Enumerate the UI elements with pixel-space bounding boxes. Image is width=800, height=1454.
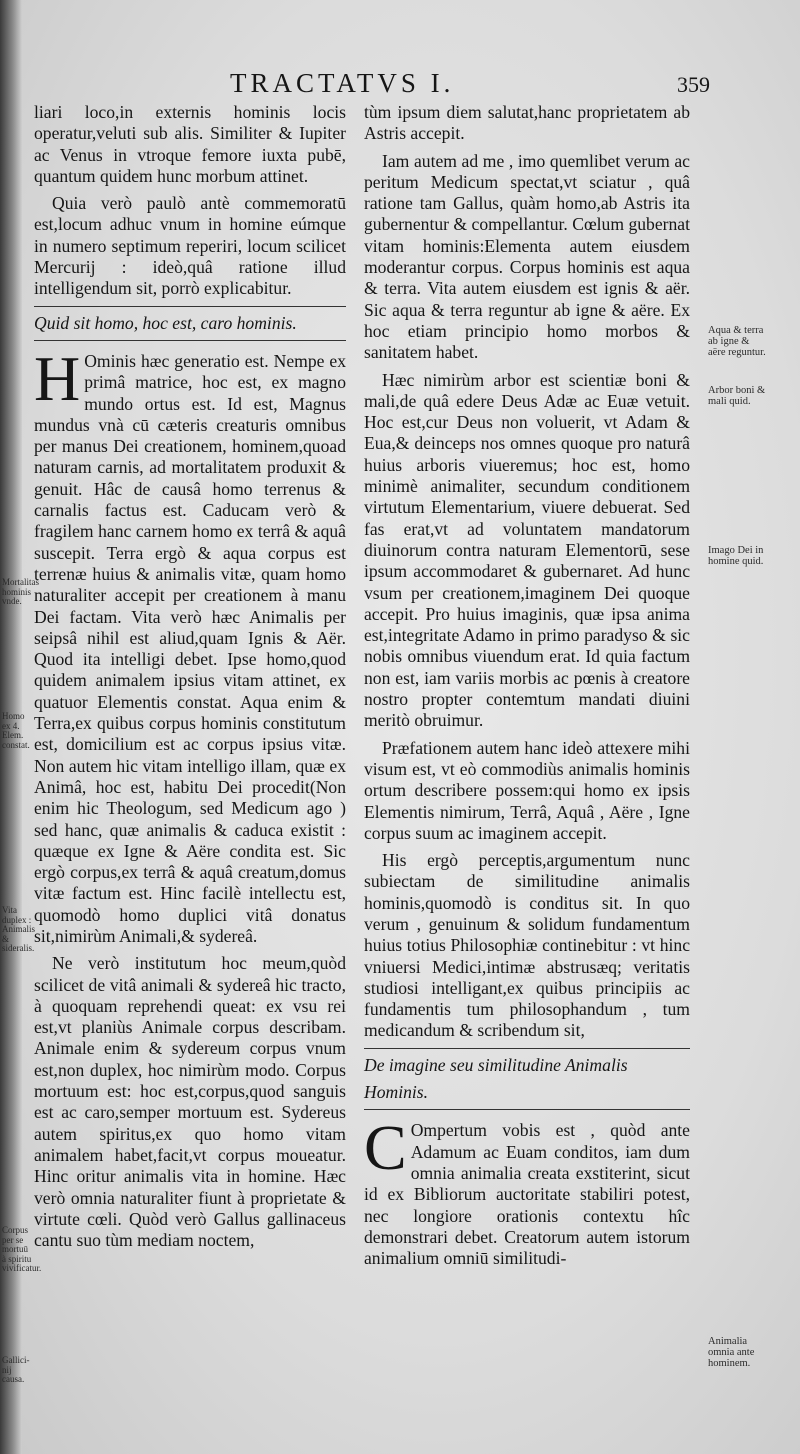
section-heading: De imagine seu similitudine Animalis bbox=[364, 1054, 628, 1075]
paragraph: Quia verò paulò antè commemoratū est,locum adhuc vnum in homine eúmque in numero septimum reperiri, locum scilicet Mercurij : ideò,quâ ratione illud intelligendum sit, porrò explicabitur. bbox=[34, 193, 346, 299]
margin-note: Animalia omnia ante hominem. bbox=[708, 1336, 755, 1369]
page-header bbox=[230, 64, 710, 104]
margin-note: Gallici- nij causa. bbox=[2, 1355, 30, 1384]
paragraph-text: Ompertum vobis est , quòd ante Adamum ac Euam conditos, iam dum omnia animalia creata exstiterint, sicut id ex Bibliorum auctoritate stabiliri potest, nec longiore orationis contextu hîc demonstrari debet. Creatorum autem istorum animalium omniū similitudi- bbox=[364, 1120, 690, 1269]
margin-note: Arbor boni & mali quid. bbox=[708, 385, 766, 407]
margin-note: Corpus per se mortuū à spiritu vivificatur. bbox=[2, 1225, 42, 1273]
margin-note: Imago Dei in homine quid. bbox=[708, 545, 764, 567]
margin-note: Mortalitas hominis vnde. bbox=[2, 577, 39, 606]
paragraph bbox=[34, 342, 346, 947]
margin-note: Aqua & terra ab igne & aëre reguntur. bbox=[708, 325, 766, 358]
paragraph: liari loco,in externis hominis locis operatur,veluti sub alis. Similiter & Iupiter ac Venus in vtroque femore iuxta pubē, quantum quidem hunc morbum attinet. bbox=[34, 102, 346, 186]
page-number: 359 bbox=[677, 72, 710, 97]
margin-note: Vita duplex : Animalis & sideralis. bbox=[2, 905, 35, 953]
drop-cap: H bbox=[34, 342, 81, 414]
drop-cap: C bbox=[364, 1112, 407, 1184]
paragraph: Iam autem ad me , imo quemlibet verum ac peritum Medicum spectat,vt sciatur , quâ ratione tam Gallus, quàm homo,ab Astris ita gubernentur & compellantur. Cœlum gubernat vitam hominis:Elementa autem eiusdem moderantur corpus. Corpus hominis est aqua & terra. Vita autem eiusdem est ignis & aër. Sic aqua & terra reguntur ab igne & aëre. Ex hoc etiam principio homo morbos & sanitatem habet. bbox=[364, 150, 690, 363]
running-title: TRACTATVS I. bbox=[230, 68, 455, 98]
section-heading: Quid sit homo, hoc est, caro hominis. bbox=[34, 312, 297, 333]
paragraph: Præfationem autem hanc ideò attexere mihi visum est, vt eò commodiùs animalis hominis ortum describere possem:qui homo ex ipsis Elementis nimirum, Terrâ, Aquâ , Aëre , Igne corpus suum ac imaginem accepit. bbox=[364, 737, 690, 843]
margin-note: Homo ex 4. Elem. constat. bbox=[2, 711, 30, 750]
right-column bbox=[364, 102, 690, 1275]
paragraph: tùm ipsum diem salutat,hanc proprietatem ab Astris accepit. bbox=[364, 102, 690, 144]
paragraph: His ergò perceptis,argumentum nunc subiectam de similitudine animalis hominis,quomodò is conditus sit. In quo verum , genuinum & solidum fundamentum huius totius Philosophiæ continebitur : vt hinc vniuersi Medici,intimæ abstrusæq; veritatis studiosi intelligant,ex quibus principiis ac fundamentis tum philosophandum , tum medicandum & scribendum sit, bbox=[364, 850, 690, 1041]
paragraph: Hæc nimirùm arbor est scientiæ boni & mali,de quâ edere Deus Adæ ac Euæ vetuit. Hoc est,cur Deus non voluerit, vt Adam & Eua,& deinceps nos omnes quoque pro naturâ huius arboris viueremus; hoc est, homo minimè animaliter, secundum conditionem virtutum Elementarium, viuere debuerat. Sed fas erat,vt ad voluntatem mandatorum diuinorum contra naturam Elementorū, sese ipsum accommodaret & gubernaret. Ad hunc vsum per creationem,imaginem Dei quoque accepit. Pro huius imaginis, quæ ipsa anima est,integritate Adamo in primo paradyso & sic nobis omnibus viuendum erat. Id quia factum non est, iam variis morbis ac pœnis à creatore nostro propter contemtum mandati diuini meritò obruimur. bbox=[364, 369, 690, 731]
section-heading-line2: Hominis. bbox=[364, 1082, 429, 1103]
paragraph: Ne verò institutum hoc meum,quòd scilicet de vitâ animali & sydereâ hic tracto, à quoquam reprehendi queat: ex vsu rei est,vt planiùs Animale corpus describam. Animale enim & sydereum corpus vnum est,non duplex, hoc nimirùm modo. Corpus mortuum est: hoc est,corpus,quod sanguis est ac caro,semper mortuum est. Sydereus autem spiritus,ex quo homo vitam animalem habet,facit,vt corpus moueatur. Hinc oritur animalis vita in homine. Hæc verò omnia naturaliter fiunt à proprietate & virtute cœli. Quòd verò Gallus gallinaceus cantu suo tùm mediam noctem, bbox=[34, 953, 346, 1251]
section-rule bbox=[34, 340, 346, 341]
section-rule bbox=[364, 1048, 690, 1049]
section-rule bbox=[34, 306, 346, 307]
paragraph-text: Ominis hæc generatio est. Nempe ex primâ matrice, hoc est, ex magno mundo ortus est. Id est, Magnus mundus vnà cū cæteris creaturis omnibus per manus Dei creationem, hominem,quoad naturam carnis, ad mortalitatem produxit & genuit. Hâc de causâ homo terrenus & carnalis factus est. Caducam verò & fragilem hanc carnem homo ex terrâ & aquâ suscepit. Terra ergò & aqua corpus est terrenæ huius & animalis vitæ, quam homo naturaliter accepit per creationem à manu Dei factam. Vita verò hæc Animalis per seipsâ nihil est aliud,quam Ignis & Aër. Quod ita intelligi debet. Ipse homo,quod quidem animalem ipsius vitam attinet, ex quatuor Elementis constat. Aqua enim & Terra,ex quibus corpus hominis constitutum est, domicilium est ac corpus ipsius vitæ. Non autem hic vitam intelligo illam, quæ ex Animâ, hoc est, habitu Dei procedit(Non enim hic Theologum, sed Medicum ago ) sed hanc, quæ animalis & caduca existit : quæque ex Igne & Aëre condita est. Sic ergò corpus,ex terrâ & aquâ creatum,domus vitæ factum est. Hinc facilè intellectu est, quomodò homo duplici vitâ donatus sit,nimirùm Animali,& sydereâ. bbox=[34, 350, 346, 946]
section-rule bbox=[364, 1109, 690, 1110]
paragraph bbox=[364, 1112, 690, 1269]
left-column bbox=[34, 102, 346, 1257]
